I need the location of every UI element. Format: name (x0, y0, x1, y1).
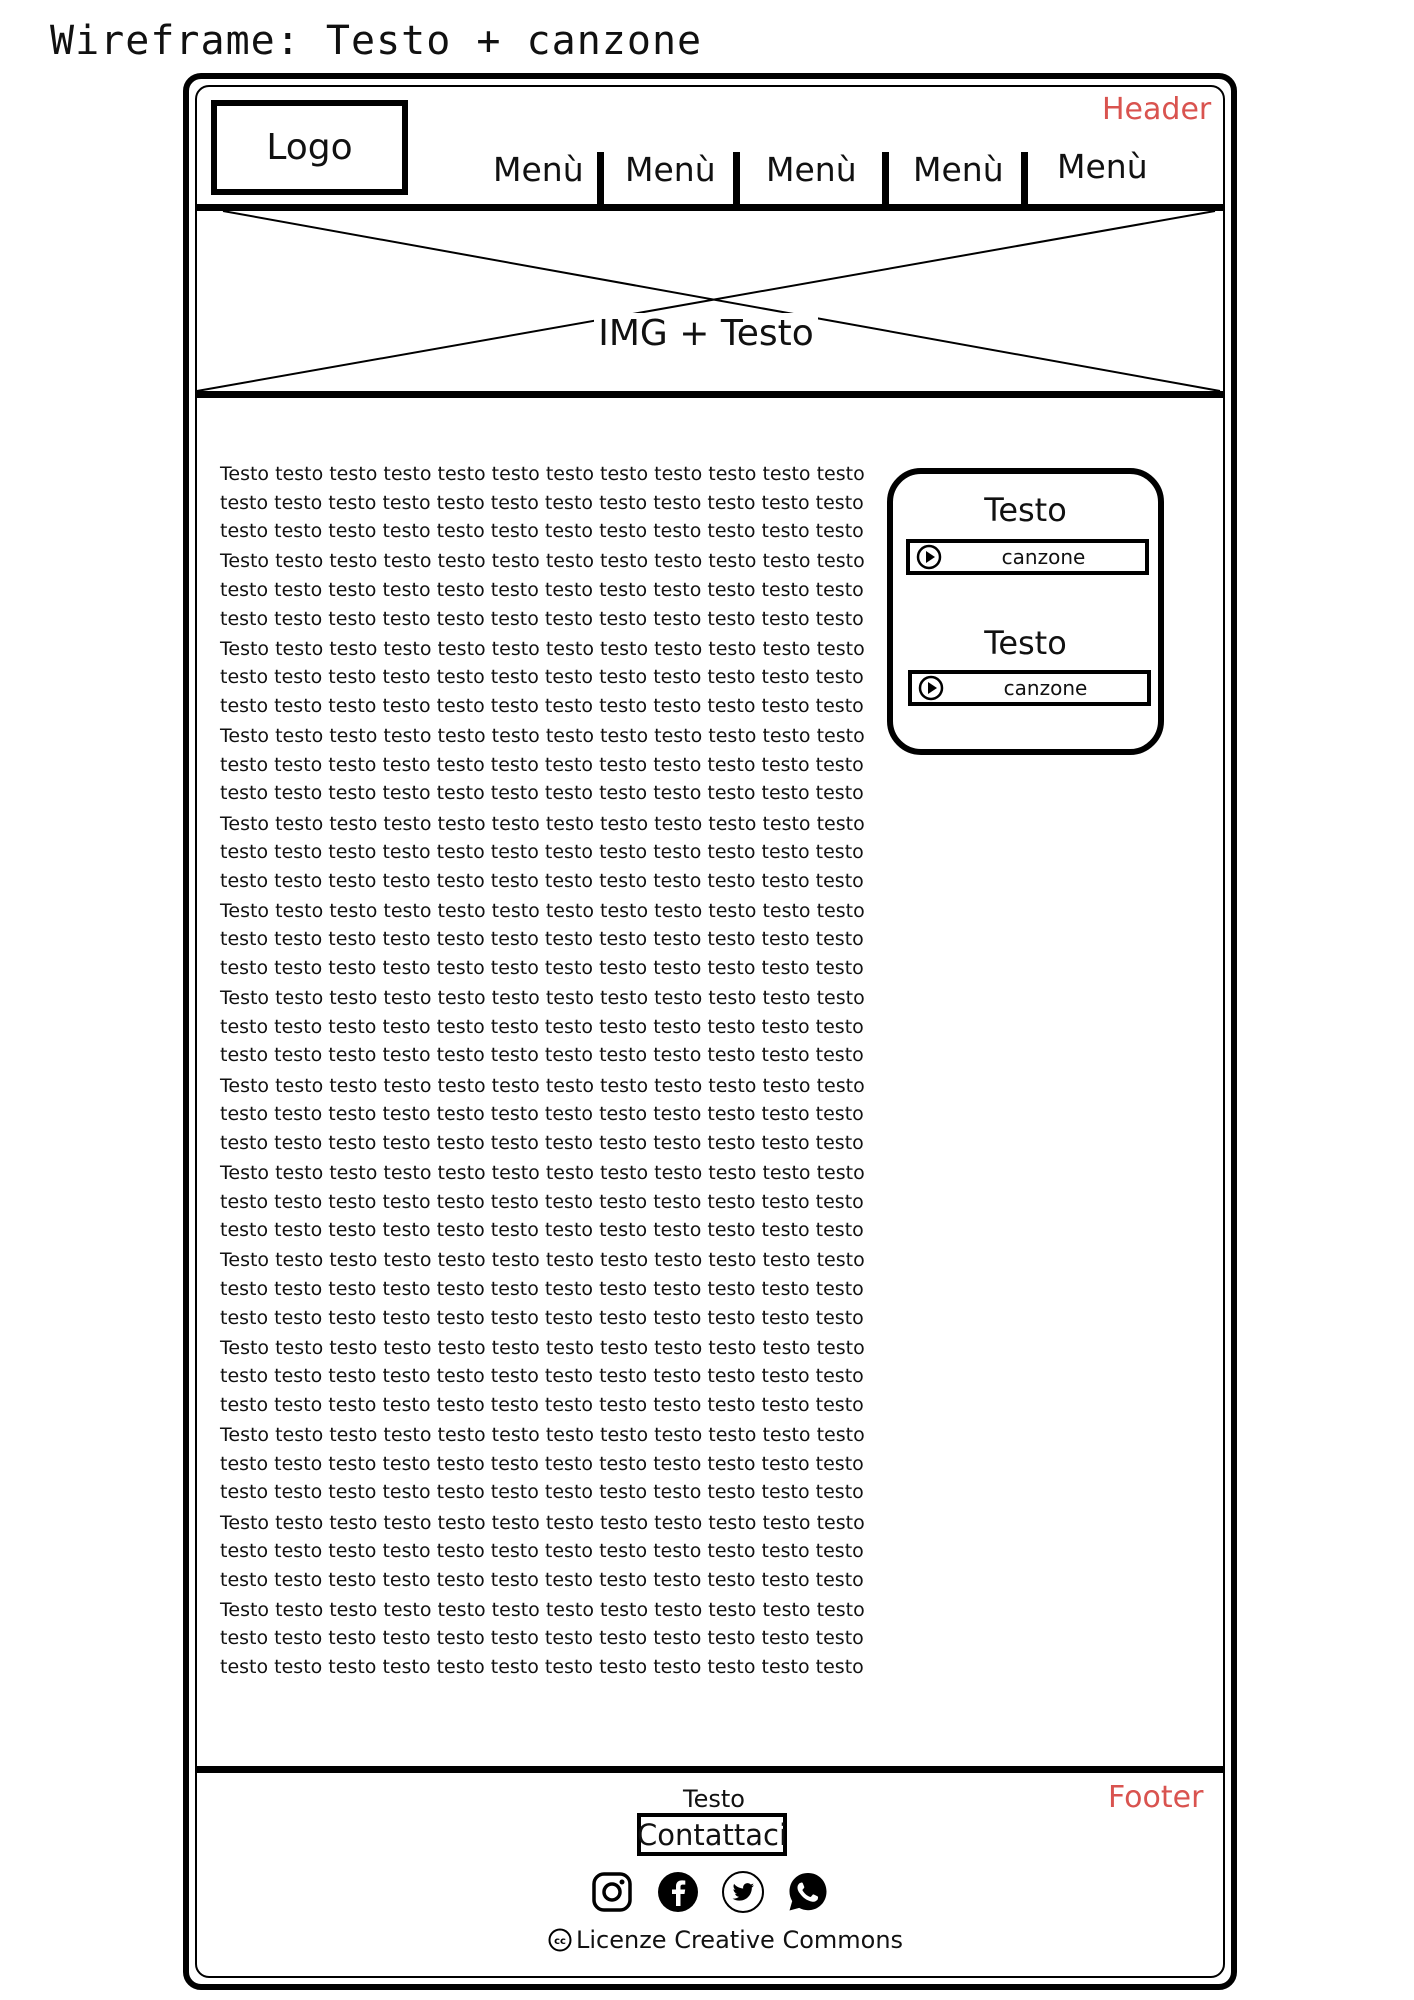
placeholder-diagonal (197, 211, 1215, 391)
body-text-line: Testo testo testo testo testo testo testo testo testo testo testo testo (220, 899, 865, 922)
body-text-line: testo testo testo testo testo testo testo testo testo testo testo testo (220, 1627, 864, 1650)
whatsapp-icon[interactable] (786, 1870, 830, 1914)
logo-label: Logo (266, 127, 353, 168)
body-text-line: testo testo testo testo testo testo testo testo testo testo testo testo (220, 1481, 864, 1504)
body-text-line: Testo testo testo testo testo testo testo testo testo testo testo testo (220, 637, 865, 660)
body-text-line: testo testo testo testo testo testo testo testo testo testo testo testo (220, 1044, 864, 1067)
hero-image-placeholder (195, 211, 1225, 393)
menu-separator (733, 152, 740, 204)
footer-text: Testo (683, 1785, 745, 1813)
body-text-line: testo testo testo testo testo testo testo testo testo testo testo testo (220, 869, 864, 892)
menu-item-2[interactable]: Menù (625, 150, 716, 189)
body-text-line: testo testo testo testo testo testo testo testo testo testo testo testo (220, 1103, 864, 1126)
song-card (887, 468, 1164, 755)
body-text-line: testo testo testo testo testo testo testo testo testo testo testo testo (220, 1306, 864, 1329)
license-info[interactable] (548, 1926, 903, 1954)
footer-divider (195, 1766, 1225, 1773)
twitter-icon[interactable] (721, 1870, 765, 1914)
svg-text:cc: cc (554, 1936, 566, 1947)
contact-button[interactable]: Contattaci (637, 1813, 787, 1856)
play-icon[interactable] (918, 675, 944, 701)
header-annotation: Header (1102, 92, 1212, 127)
body-text-line: testo testo testo testo testo testo testo testo testo testo testo testo (220, 782, 864, 805)
body-text-line: testo testo testo testo testo testo testo testo testo testo testo testo (220, 607, 864, 630)
body-text-line: Testo testo testo testo testo testo testo testo testo testo testo testo (220, 550, 865, 573)
body-text-line: Testo testo testo testo testo testo testo testo testo testo testo testo (220, 812, 865, 835)
body-text-line: testo testo testo testo testo testo testo testo testo testo testo testo (220, 666, 864, 689)
body-text-line: Testo testo testo testo testo testo testo testo testo testo testo testo (220, 1074, 865, 1097)
song-player[interactable] (908, 670, 1151, 706)
body-text-line: Testo testo testo testo testo testo testo testo testo testo testo testo (220, 463, 865, 485)
body-text-line: testo testo testo testo testo testo testo testo testo testo testo testo (220, 841, 864, 864)
body-text-line: testo testo testo testo testo testo testo testo testo testo testo testo (220, 578, 864, 601)
body-text-line: testo testo testo testo testo testo testo testo testo testo testo testo (220, 1568, 864, 1591)
body-text-line: testo testo testo testo testo testo testo testo testo testo testo testo (220, 753, 864, 776)
body-text (220, 460, 865, 1683)
body-text-line: testo testo testo testo testo testo testo testo testo testo testo testo (220, 520, 864, 543)
hero-divider (195, 391, 1225, 398)
song-title: Testo (984, 624, 1067, 662)
wireframe-title: Wireframe: Testo + canzone (50, 18, 703, 64)
body-text-line: testo testo testo testo testo testo testo testo testo testo testo testo (220, 1452, 864, 1475)
body-text-line: testo testo testo testo testo testo testo testo testo testo testo testo (220, 1277, 864, 1300)
body-text-line: testo testo testo testo testo testo testo testo testo testo testo testo (220, 491, 864, 514)
body-text-line: testo testo testo testo testo testo testo testo testo testo testo testo (220, 928, 864, 951)
hero-label: IMG + Testo (594, 313, 818, 354)
menu-item-1[interactable]: Menù (493, 150, 584, 189)
body-text-line: testo testo testo testo testo testo testo testo testo testo testo testo (220, 694, 864, 717)
instagram-icon[interactable] (590, 1870, 634, 1914)
body-text-line: testo testo testo testo testo testo testo testo testo testo testo testo (220, 957, 864, 980)
song-name: canzone (1001, 545, 1086, 569)
body-text-line: testo testo testo testo testo testo testo testo testo testo testo testo (220, 1190, 864, 1213)
body-text-line: testo testo testo testo testo testo testo testo testo testo testo testo (220, 1365, 864, 1388)
body-text-line: Testo testo testo testo testo testo testo testo testo testo testo testo (220, 1162, 865, 1184)
body-text-line: testo testo testo testo testo testo testo testo testo testo testo testo (220, 1393, 864, 1416)
song-title: Testo (984, 491, 1067, 529)
play-icon[interactable] (916, 544, 942, 570)
footer-annotation: Footer (1108, 1780, 1204, 1815)
body-text-line: testo testo testo testo testo testo testo testo testo testo testo testo (220, 1540, 864, 1563)
placeholder-diagonal (223, 211, 1220, 391)
menu-separator (1021, 152, 1028, 204)
body-text-line: testo testo testo testo testo testo testo testo testo testo testo testo (220, 1219, 864, 1242)
menu-separator (882, 152, 889, 204)
menu-item-5[interactable]: Menù (1057, 147, 1148, 186)
body-text-line: Testo testo testo testo testo testo testo testo testo testo testo testo (220, 1424, 865, 1447)
logo[interactable] (211, 100, 408, 195)
license-text: Licenze Creative Commons (576, 1926, 904, 1954)
body-text-line: Testo testo testo testo testo testo testo testo testo testo testo testo (220, 987, 865, 1010)
menu-item-3[interactable]: Menù (766, 150, 857, 189)
song-name: canzone (1003, 676, 1088, 700)
creative-commons-icon (548, 1928, 572, 1952)
menu-separator (597, 152, 604, 204)
body-text-line: testo testo testo testo testo testo testo testo testo testo testo testo (220, 1131, 864, 1154)
body-text-line: Testo testo testo testo testo testo testo testo testo testo testo testo (220, 1598, 865, 1621)
body-text-line: Testo testo testo testo testo testo testo testo testo testo testo testo (220, 1336, 865, 1359)
body-text-line: testo testo testo testo testo testo testo testo testo testo testo testo (220, 1015, 864, 1038)
header-divider (195, 204, 1225, 211)
menu-item-4[interactable]: Menù (913, 150, 1004, 189)
song-player[interactable] (906, 539, 1149, 575)
body-text-line: Testo testo testo testo testo testo testo testo testo testo testo testo (220, 725, 865, 748)
body-text-line: testo testo testo testo testo testo testo testo testo testo testo testo (220, 1656, 864, 1679)
body-text-line: Testo testo testo testo testo testo testo testo testo testo testo testo (220, 1249, 865, 1272)
facebook-icon[interactable] (656, 1870, 700, 1914)
body-text-line: Testo testo testo testo testo testo testo testo testo testo testo testo (220, 1511, 865, 1534)
